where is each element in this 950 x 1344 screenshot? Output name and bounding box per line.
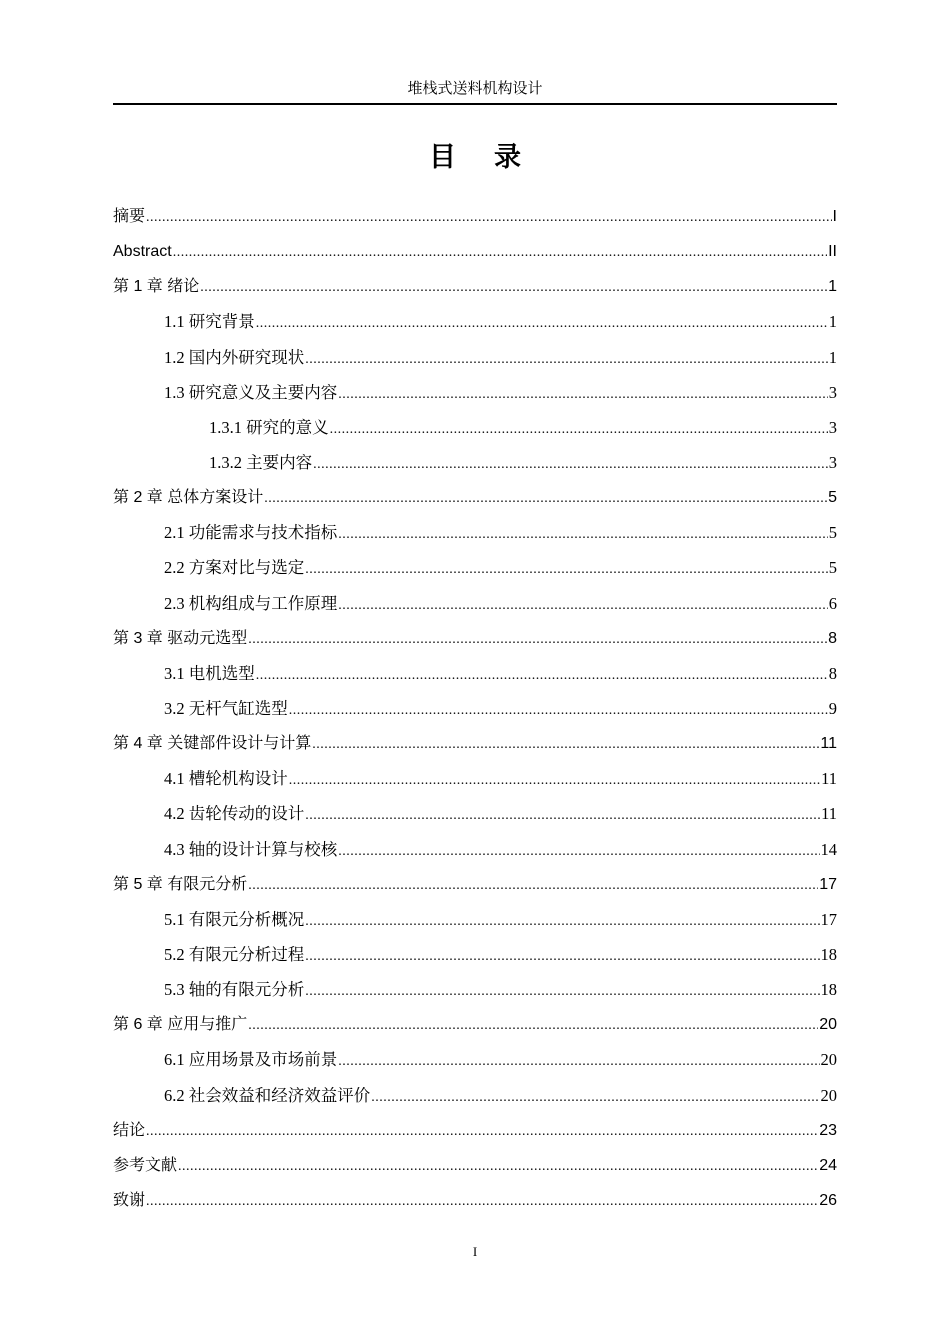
dot-leader xyxy=(312,727,819,761)
dot-leader xyxy=(338,588,828,621)
toc-entry[interactable] xyxy=(113,832,837,867)
dot-leader xyxy=(305,798,820,831)
dot-leader xyxy=(256,658,828,691)
toc-entry-label: 致谢 xyxy=(113,1191,146,1209)
toc-entry-page: 6 xyxy=(828,593,837,613)
toc-entry-page: 11 xyxy=(820,735,837,753)
toc-entry[interactable] xyxy=(113,586,837,621)
dot-leader xyxy=(173,235,827,269)
toc-entry[interactable] xyxy=(113,656,837,691)
dot-leader xyxy=(264,481,827,515)
toc-entry-label: 2.1 功能需求与技术指标 xyxy=(164,523,338,543)
toc-entry-label: 4.1 槽轮机构设计 xyxy=(164,769,288,789)
toc-entry[interactable] xyxy=(113,902,837,937)
toc-entry[interactable] xyxy=(113,375,837,410)
dot-leader xyxy=(330,412,828,445)
toc-entry[interactable] xyxy=(113,1078,837,1113)
dot-leader xyxy=(313,447,828,480)
toc-entry[interactable] xyxy=(113,304,837,339)
dot-leader xyxy=(371,1080,819,1113)
toc-entry-page: 1 xyxy=(828,347,837,367)
dot-leader xyxy=(338,834,819,867)
dot-leader xyxy=(305,552,828,585)
toc-entry-label: 2.2 方案对比与选定 xyxy=(164,558,305,578)
toc-entry-page: 8 xyxy=(828,629,837,647)
dot-leader xyxy=(338,1044,819,1077)
toc-entry-label: 参考文献 xyxy=(113,1156,178,1174)
toc-entry[interactable] xyxy=(113,1007,837,1042)
toc-entry-page: 17 xyxy=(820,909,837,929)
toc-entry[interactable] xyxy=(113,761,837,796)
toc-entry-page: 3 xyxy=(828,417,837,437)
toc-entry-label: 4.2 齿轮传动的设计 xyxy=(164,804,305,824)
toc-entry[interactable] xyxy=(113,691,837,726)
running-header: 堆栈式送料机构设计 xyxy=(407,79,543,97)
toc-entry[interactable] xyxy=(113,269,837,304)
dot-leader xyxy=(200,270,827,304)
dot-leader xyxy=(146,200,832,234)
toc-entry-label: 第 4 章 关键部件设计与计算 xyxy=(113,735,312,753)
toc-entry[interactable] xyxy=(113,1113,837,1148)
header-divider xyxy=(113,103,837,105)
toc-entry-label: 第 3 章 驱动元选型 xyxy=(113,629,248,647)
toc-entry-page: 18 xyxy=(820,980,837,1000)
toc-entry-page: II xyxy=(828,243,837,261)
toc-entry-page: 1 xyxy=(828,312,837,332)
table-of-contents xyxy=(113,199,837,1218)
page-number: I xyxy=(472,1244,478,1259)
toc-entry[interactable] xyxy=(113,972,837,1007)
toc-entry[interactable] xyxy=(113,867,837,902)
dot-leader xyxy=(248,1008,818,1042)
toc-entry[interactable] xyxy=(113,1183,837,1218)
toc-entry-label: 6.1 应用场景及市场前景 xyxy=(164,1050,338,1070)
dot-leader xyxy=(338,517,828,550)
dot-leader xyxy=(146,1114,818,1148)
toc-entry[interactable] xyxy=(113,726,837,761)
toc-entry-page: 20 xyxy=(820,1050,837,1070)
toc-entry-page: 3 xyxy=(828,452,837,472)
toc-entry[interactable] xyxy=(113,550,837,585)
dot-leader xyxy=(305,939,819,972)
dot-leader xyxy=(248,868,818,902)
dot-leader xyxy=(338,377,828,410)
toc-entry-page: 5 xyxy=(828,558,837,578)
toc-entry-label: Abstract xyxy=(113,243,172,261)
toc-title: 目录 xyxy=(429,142,559,173)
toc-entry-label: 5.2 有限元分析过程 xyxy=(164,944,305,964)
toc-entry-label: 2.3 机构组成与工作原理 xyxy=(164,593,338,613)
toc-entry[interactable] xyxy=(113,621,837,656)
toc-entry-page: 17 xyxy=(819,875,837,893)
dot-leader xyxy=(256,306,828,339)
toc-entry[interactable] xyxy=(113,937,837,972)
toc-entry-label: 第 6 章 应用与推广 xyxy=(113,1016,248,1034)
toc-entry-label: 1.3.1 研究的意义 xyxy=(209,417,329,437)
toc-entry-page: 5 xyxy=(828,523,837,543)
toc-entry[interactable] xyxy=(113,199,837,234)
toc-entry-page: 18 xyxy=(820,944,837,964)
toc-entry[interactable] xyxy=(113,445,837,480)
toc-entry[interactable] xyxy=(113,1042,837,1077)
toc-entry-page: 20 xyxy=(820,1085,837,1105)
toc-entry-label: 1.3.2 主要内容 xyxy=(209,452,313,472)
toc-entry-page: 11 xyxy=(821,804,837,824)
toc-entry-page: 26 xyxy=(819,1191,837,1209)
toc-entry-label: 第 1 章 绪论 xyxy=(113,278,200,296)
toc-entry-label: 1.1 研究背景 xyxy=(164,312,255,332)
toc-entry-label: 1.2 国内外研究现状 xyxy=(164,347,305,367)
toc-entry-page: 9 xyxy=(828,698,837,718)
dot-leader xyxy=(248,622,827,656)
toc-entry[interactable] xyxy=(113,410,837,445)
toc-entry-label: 摘要 xyxy=(113,208,146,225)
dot-leader xyxy=(178,1149,818,1183)
toc-entry-page: 20 xyxy=(819,1016,837,1034)
toc-entry[interactable] xyxy=(113,1148,837,1183)
dot-leader xyxy=(146,1184,818,1218)
toc-entry-page: 24 xyxy=(819,1156,837,1174)
toc-entry-label: 1.3 研究意义及主要内容 xyxy=(164,382,338,402)
toc-entry-label: 5.3 轴的有限元分析 xyxy=(164,980,305,1000)
toc-entry[interactable] xyxy=(113,234,837,269)
toc-entry-label: 4.3 轴的设计计算与校核 xyxy=(164,839,338,859)
dot-leader xyxy=(305,904,819,937)
toc-entry[interactable] xyxy=(113,340,837,375)
toc-entry-page: 1 xyxy=(828,278,837,296)
toc-entry[interactable] xyxy=(113,796,837,831)
toc-entry-page: I xyxy=(832,208,837,225)
toc-entry-page: 3 xyxy=(828,382,837,402)
dot-leader xyxy=(289,693,828,726)
toc-entry-label: 结论 xyxy=(113,1121,146,1139)
toc-entry-label: 3.2 无杆气缸选型 xyxy=(164,698,288,718)
toc-entry-label: 第 5 章 有限元分析 xyxy=(113,875,248,893)
toc-entry[interactable] xyxy=(113,515,837,550)
dot-leader xyxy=(305,974,819,1007)
toc-entry-label: 6.2 社会效益和经济效益评价 xyxy=(164,1085,371,1105)
toc-entry-label: 3.1 电机选型 xyxy=(164,663,255,683)
toc-entry-page: 5 xyxy=(828,489,837,507)
toc-entry-page: 23 xyxy=(819,1121,837,1139)
toc-entry-page: 11 xyxy=(821,769,837,789)
toc-entry[interactable] xyxy=(113,480,837,515)
toc-entry-label: 5.1 有限元分析概况 xyxy=(164,909,305,929)
toc-entry-page: 8 xyxy=(828,663,837,683)
dot-leader xyxy=(305,342,828,375)
toc-entry-label: 第 2 章 总体方案设计 xyxy=(113,489,264,507)
toc-entry-page: 14 xyxy=(820,839,837,859)
dot-leader xyxy=(289,763,820,796)
